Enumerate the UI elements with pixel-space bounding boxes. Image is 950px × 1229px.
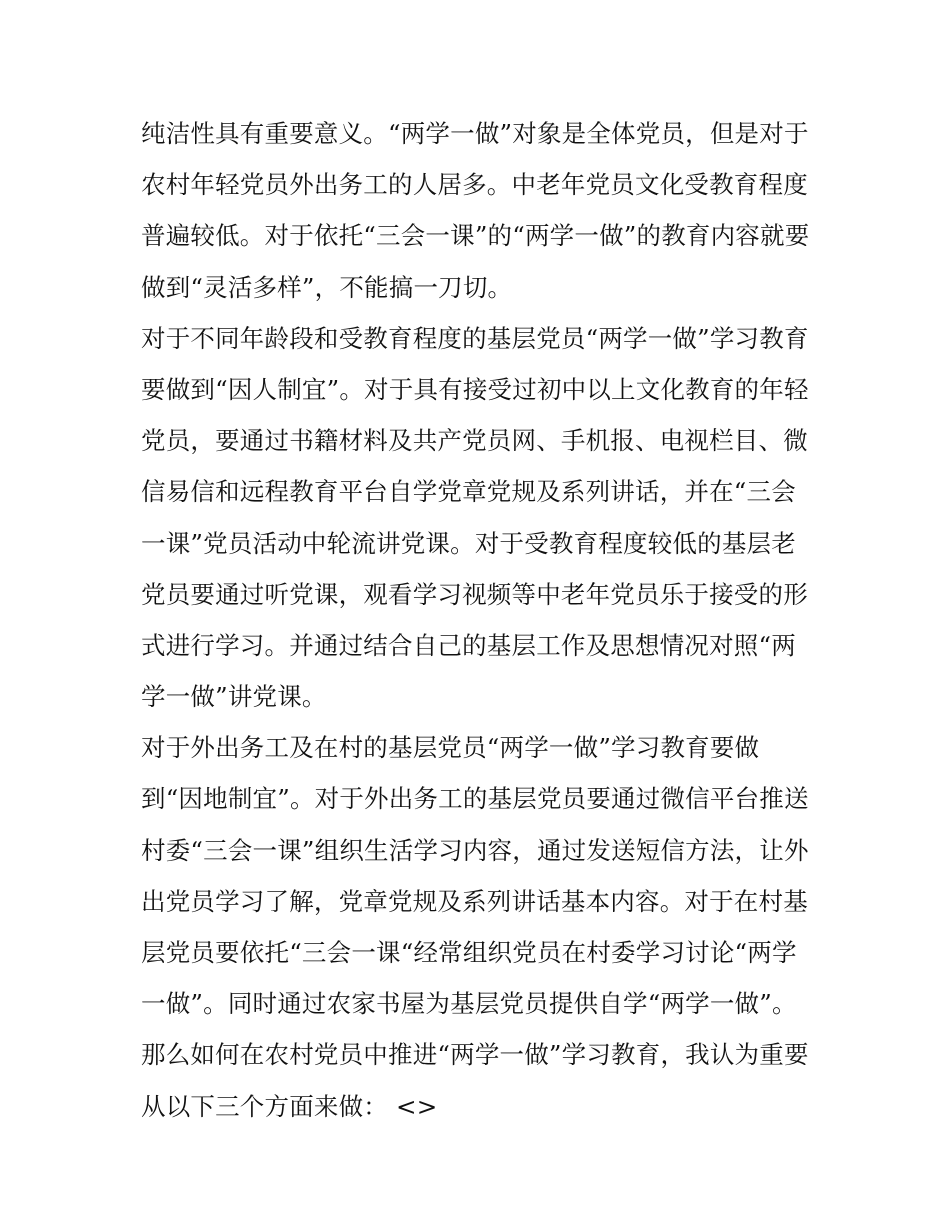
text-line: 做到“灵活多样”，不能搞一刀切。	[141, 272, 513, 302]
text-line: 一做”。同时通过农家书屋为基层党员提供自学“两学一做”。	[141, 989, 797, 1019]
text-line: 层党员要依托“三会一课“经常组织党员在村委学习讨论“两学	[141, 938, 797, 967]
text-line: 村委“三会一课”组织生活学习内容，通过发送短信方法，让外	[141, 835, 809, 865]
text-line: 纯洁性具有重要意义。“两学一做”对象是全体党员，但是对于	[141, 119, 809, 148]
text-line: 出党员学习了解，党章党规及系列讲话基本内容。对于在村基	[141, 886, 808, 916]
text-line: 式进行学习。并通过结合自己的基层工作及思想情况对照“两	[141, 630, 796, 660]
document-body	[141, 108, 821, 1132]
text-line: 信易信和远程教育平台自学党章党规及系列讲话，并在“三会	[141, 477, 796, 507]
text-line: 学一做”讲党课。	[141, 682, 327, 712]
text-line: 对于外出务工及在村的基层党员“两学一做”学习教育要做	[141, 733, 760, 763]
text-line: 到“因地制宜”。对于外出务工的基层党员要通过微信平台推送	[141, 784, 809, 814]
text-line: 对于不同年龄段和受教育程度的基层党员“两学一做”学习教育	[141, 323, 809, 353]
text-line: 党员要通过听党课，观看学习视频等中老年党员乐于接受的形	[141, 579, 808, 609]
text-line: 那么如何在农村党员中推进“两学一做”学习教育，我认为重要	[141, 1040, 809, 1070]
text-line: 从以下三个方面来做： <>	[141, 1091, 438, 1121]
text-line: 要做到“因人制宜”。对于具有接受过初中以上文化教育的年轻	[141, 374, 809, 404]
text-line: 一课”党员活动中轮流讲党课。对于受教育程度较低的基层老	[141, 528, 796, 558]
text-line: 农村年轻党员外出务工的人居多。中老年党员文化受教育程度	[141, 170, 808, 200]
text-line: 党员，要通过书籍材料及共产党员网、手机报、电视栏目、微	[141, 426, 808, 456]
text-line: 普遍较低。对于依托“三会一课”的“两学一做”的教育内容就要	[141, 221, 810, 251]
